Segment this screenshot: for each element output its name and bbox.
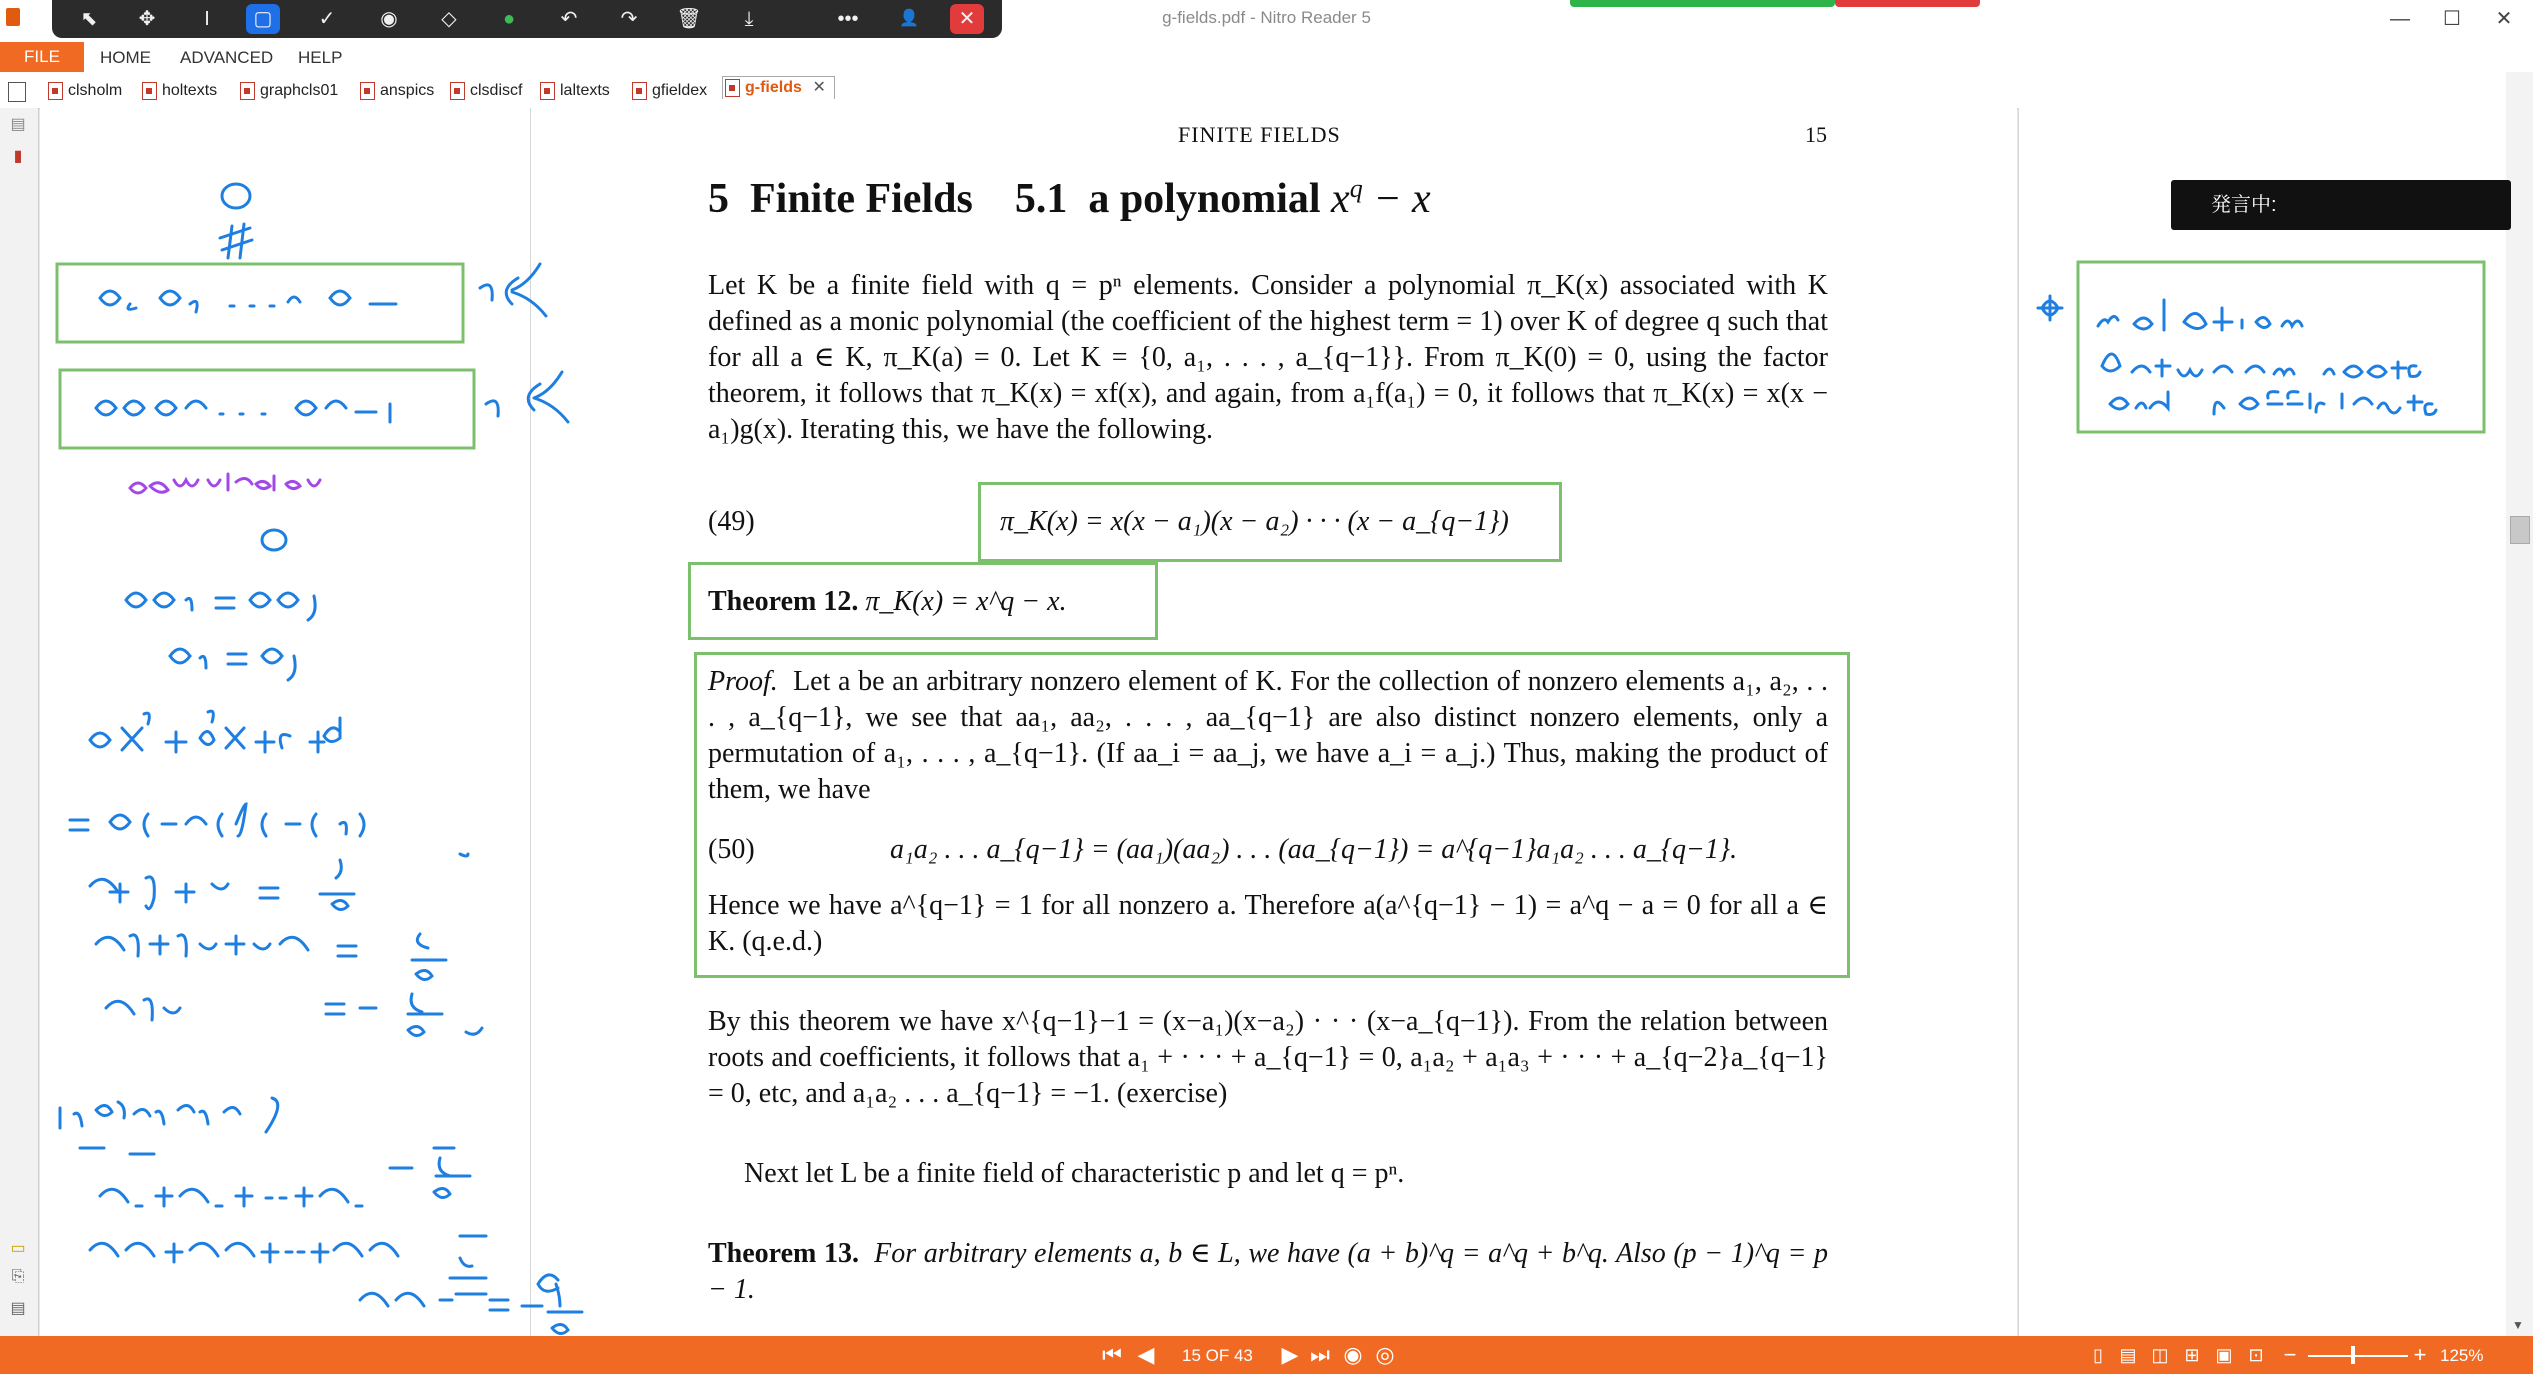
ink-box-1 bbox=[57, 264, 463, 342]
people-icon[interactable]: 👤 bbox=[899, 10, 919, 27]
pointer-icon[interactable]: ⬉ bbox=[80, 8, 98, 30]
tab-label: graphcls01 bbox=[260, 82, 339, 99]
speaking-indicator: 発言中: bbox=[2171, 180, 2511, 230]
tab-close-icon[interactable]: ✕ bbox=[812, 79, 826, 96]
zoom-slider-handle[interactable] bbox=[2351, 1346, 2355, 1364]
scroll-down-chevron-icon[interactable]: ▼ bbox=[2512, 1318, 2524, 1332]
zoom-out-icon[interactable]: − bbox=[2283, 1342, 2297, 1367]
ink-relation bbox=[2098, 300, 2302, 330]
continuous-view-icon[interactable]: ▤ bbox=[2119, 1345, 2137, 1365]
ink-permutation bbox=[130, 474, 320, 493]
tab-clsdiscf[interactable] bbox=[448, 80, 522, 102]
menu-help[interactable]: HELP bbox=[298, 48, 343, 67]
first-page-icon[interactable]: ⏮ bbox=[1102, 1342, 1122, 1367]
theorem-13-label: Theorem 13. bbox=[708, 1238, 859, 1269]
ink-sum-alphas bbox=[80, 1148, 362, 1206]
theorem-13-body: For arbitrary elements a, b ∈ L, we have (a + b)^q = a^q + b^q. Also (p − 1)^q = p − 1. bbox=[708, 1238, 1829, 1305]
zoom-in-icon[interactable]: + bbox=[2413, 1342, 2427, 1367]
menu-file[interactable]: FILE bbox=[0, 42, 84, 72]
ink-between-roots bbox=[2102, 354, 2420, 378]
theorem-12-body: π_K(x) = x^q − x. bbox=[865, 586, 1067, 617]
continuous-facing-view-icon[interactable]: ⊞ bbox=[2184, 1345, 2200, 1365]
download-icon[interactable]: ⤓ bbox=[744, 8, 754, 30]
pdf-file-icon bbox=[142, 82, 157, 100]
equation-50: a₁a₂ . . . a_{q−1} = (aa₁)(aa₂) . . . (aa_{q−1}) = a^{q−1}a₁a₂ . . . a_{q−1}. bbox=[890, 834, 1738, 865]
zoom-level[interactable]: 125% bbox=[2440, 1346, 2484, 1365]
tab-label: laltexts bbox=[560, 82, 610, 99]
layers-icon[interactable]: ▤ bbox=[10, 1300, 26, 1317]
fullscreen-view-icon[interactable]: ▣ bbox=[2215, 1345, 2233, 1365]
undo-icon[interactable]: ↶ bbox=[560, 8, 578, 30]
ink-aai-eq-aaj bbox=[126, 593, 315, 620]
maximize-button[interactable]: ☐ bbox=[2443, 8, 2461, 30]
bookmarks-icon[interactable]: ▮ bbox=[13, 148, 23, 165]
pdf-file-icon bbox=[240, 82, 255, 100]
previous-view-icon[interactable]: ◉ bbox=[1343, 1342, 1363, 1367]
progress-bar-red bbox=[1835, 0, 1980, 7]
facing-view-icon[interactable]: ◫ bbox=[2151, 1345, 2169, 1365]
tab-clsholm[interactable] bbox=[46, 80, 122, 102]
close-window-button[interactable]: ✕ bbox=[2495, 8, 2513, 30]
ink-vieta-1 bbox=[90, 854, 468, 910]
move-icon[interactable]: ✥ bbox=[138, 8, 156, 30]
equation-49-label: (49) bbox=[708, 506, 755, 537]
pdf-file-icon bbox=[450, 82, 465, 100]
pdf-file-icon bbox=[632, 82, 647, 100]
ink-aa-sequence bbox=[96, 401, 390, 422]
ink-product-result bbox=[360, 1275, 582, 1334]
running-head: FINITE FIELDS bbox=[1178, 122, 1341, 147]
tab-anspics[interactable] bbox=[358, 80, 434, 102]
ink-a-sequence bbox=[100, 291, 396, 312]
highlighter-icon[interactable]: ◉ bbox=[380, 8, 398, 30]
check-icon[interactable]: ✓ bbox=[318, 8, 336, 30]
pdf-file-icon bbox=[540, 82, 555, 100]
presentation-view-icon[interactable]: ⊡ bbox=[2248, 1345, 2264, 1365]
zoom-slider[interactable] bbox=[2308, 1355, 2408, 1357]
menu-bar bbox=[0, 42, 2533, 72]
menu-home[interactable]: HOME bbox=[100, 48, 151, 67]
last-page-icon[interactable]: ⏭ bbox=[1310, 1342, 1330, 1367]
ink-hash bbox=[220, 224, 252, 258]
paragraph-roots: By this theorem we have x^{q−1}−1 = (x−a₁)(x−a₂) · · · (x−a_{q−1}). From the relation between roots and coefficients, it follows that a₁ + · · · + a_{q−1} = 0, a₁a₂ + a₁a₃ + · · · + a_{q−2}a_{q−1} = 0, etc, and a₁a₂ . . . a_{q−1} = −1. (exercise) bbox=[708, 1006, 1828, 1109]
proof-label: Proof. bbox=[708, 666, 778, 697]
ink-vieta-2 bbox=[96, 934, 446, 980]
more-icon[interactable]: ••• bbox=[837, 8, 859, 30]
progress-bar-green bbox=[1570, 0, 1835, 7]
navigation-strip bbox=[0, 108, 39, 1336]
ink-minus-b-over-a bbox=[390, 1148, 470, 1198]
proof-conclusion: Hence we have a^{q−1} = 1 for all nonzero a. Therefore a(a^{q−1} − 1) = a^q − a = 0 for all a ∈ K. (q.e.d.) bbox=[708, 890, 1828, 957]
section-heading: 5 Finite Fields 5.1 a polynomial $x^q - x$ bbox=[708, 174, 1431, 222]
redo-icon[interactable]: ↷ bbox=[620, 8, 638, 30]
trash-icon[interactable]: 🗑 bbox=[676, 8, 702, 30]
attachments-icon[interactable]: ⎘ bbox=[11, 1268, 25, 1285]
single-page-view-icon[interactable]: ▯ bbox=[2093, 1345, 2103, 1365]
page-view-icon[interactable] bbox=[8, 82, 26, 102]
section-title: Finite Fields bbox=[750, 176, 973, 222]
equation-49: π_K(x) = x(x − a₁)(x − a₂) · · · (x − a_{q−1}) bbox=[1000, 506, 1509, 537]
pages-panel-icon[interactable]: ▤ bbox=[10, 116, 26, 133]
ink-vieta-3 bbox=[106, 994, 482, 1036]
ink-box-relation bbox=[2078, 262, 2484, 432]
next-view-icon[interactable]: ◎ bbox=[1375, 1342, 1395, 1367]
comments-icon[interactable]: ▭ bbox=[10, 1240, 26, 1257]
ink-box-2 bbox=[60, 370, 474, 448]
menu-advanced[interactable]: ADVANCED bbox=[180, 48, 274, 67]
equation-50-label: (50) bbox=[708, 834, 755, 865]
subsection-title: a polynomial bbox=[1088, 176, 1321, 222]
scrollbar-thumb[interactable] bbox=[2510, 516, 2530, 544]
app-logo-icon bbox=[6, 8, 20, 26]
tab-graphcls01[interactable] bbox=[238, 80, 338, 102]
proof-paragraph bbox=[708, 664, 1828, 808]
ink-zero-2 bbox=[262, 530, 286, 550]
tab-holtexts[interactable] bbox=[140, 80, 217, 102]
tab-label: clsholm bbox=[68, 82, 123, 99]
tab-label: gfieldex bbox=[652, 82, 708, 99]
tab-label: anspics bbox=[380, 82, 435, 99]
proof-text: Let a be an arbitrary nonzero element of K. For the collection of nonzero elements a₁, a₂, . . . , a_{q−1}, we see that aa₁, aa₂, . . . , aa_{q−1} are also distinct nonzero elements, only a permutation of a₁, . . . , a_{q−1}. (If aa_i = aa_j, we have a_i = a_j.) Thus, making the product of them, we have bbox=[708, 666, 1829, 805]
paragraph-next: Next let L be a finite field of characteristic p and let q = pⁿ. bbox=[744, 1158, 1405, 1189]
tab-label: holtexts bbox=[162, 82, 218, 99]
tab-label: clsdiscf bbox=[470, 82, 523, 99]
theorem-12 bbox=[708, 586, 1067, 618]
tab-label: g-fields bbox=[745, 79, 802, 96]
subsection-number: 5.1 bbox=[1014, 176, 1068, 222]
pdf-file-icon bbox=[725, 79, 740, 97]
color-dot-icon[interactable]: ● bbox=[502, 8, 516, 30]
tab-laltexts[interactable] bbox=[538, 80, 610, 102]
right-handwritten-notes bbox=[2018, 108, 2506, 528]
next-page-icon[interactable]: ▶ bbox=[1281, 1342, 1299, 1367]
ink-in-K-1 bbox=[480, 264, 546, 316]
theorem-12-label: Theorem 12. bbox=[708, 586, 859, 617]
ink-in-K-2 bbox=[486, 372, 568, 422]
pdf-file-icon bbox=[48, 82, 63, 100]
theorem-13 bbox=[708, 1236, 1828, 1308]
left-handwritten-notes bbox=[40, 108, 620, 1336]
tab-g-fields[interactable] bbox=[722, 76, 835, 99]
ink-cubic bbox=[90, 711, 340, 752]
text-cursor-icon[interactable]: I bbox=[204, 8, 210, 30]
pdf-file-icon bbox=[360, 82, 375, 100]
ink-ai-eq-aj bbox=[170, 649, 295, 680]
toolbar-close-icon[interactable]: ✕ bbox=[950, 4, 984, 34]
ink-asterisk bbox=[2038, 296, 2062, 320]
rectangle-select-icon[interactable]: ▢ bbox=[246, 4, 280, 34]
paragraph-intro: Let K be a finite field with q = pⁿ elements. Consider a polynomial π_K(x) associated with K defined as a monic polynomial (the coefficient of the highest term = 1) over K of degree q such that for all a ∈ K, π_K(a) = 0. Let K = {0, a₁, . . . , a_{q−1}}. From π_K(0) = 0, using the factor theorem, it follows that π_K(x) = xf(x), and again, from a₁f(a₁) = 0, it follows that π_K(x) = x(x − a₁)g(x). Iterating this, we have the following. bbox=[708, 270, 1828, 445]
page-indicator[interactable]: 15 OF 43 bbox=[1182, 1346, 1253, 1365]
window-title: g-fields.pdf - Nitro Reader 5 bbox=[1162, 8, 1371, 27]
left-handwritten-notes-bottom bbox=[300, 1250, 620, 1336]
minimize-button[interactable]: — bbox=[2390, 8, 2410, 30]
vertical-scrollbar[interactable] bbox=[2506, 72, 2533, 1336]
ink-and-coefficients bbox=[2110, 392, 2436, 415]
ink-factored bbox=[70, 804, 364, 836]
section-number: 5 bbox=[708, 176, 729, 222]
tab-gfieldex[interactable] bbox=[630, 80, 707, 102]
ink-in-general bbox=[60, 1098, 278, 1132]
previous-page-icon[interactable]: ◀ bbox=[1137, 1342, 1155, 1367]
ink-zero bbox=[222, 184, 250, 208]
eraser-icon[interactable]: ◇ bbox=[441, 8, 457, 30]
page-number: 15 bbox=[1805, 122, 1827, 147]
